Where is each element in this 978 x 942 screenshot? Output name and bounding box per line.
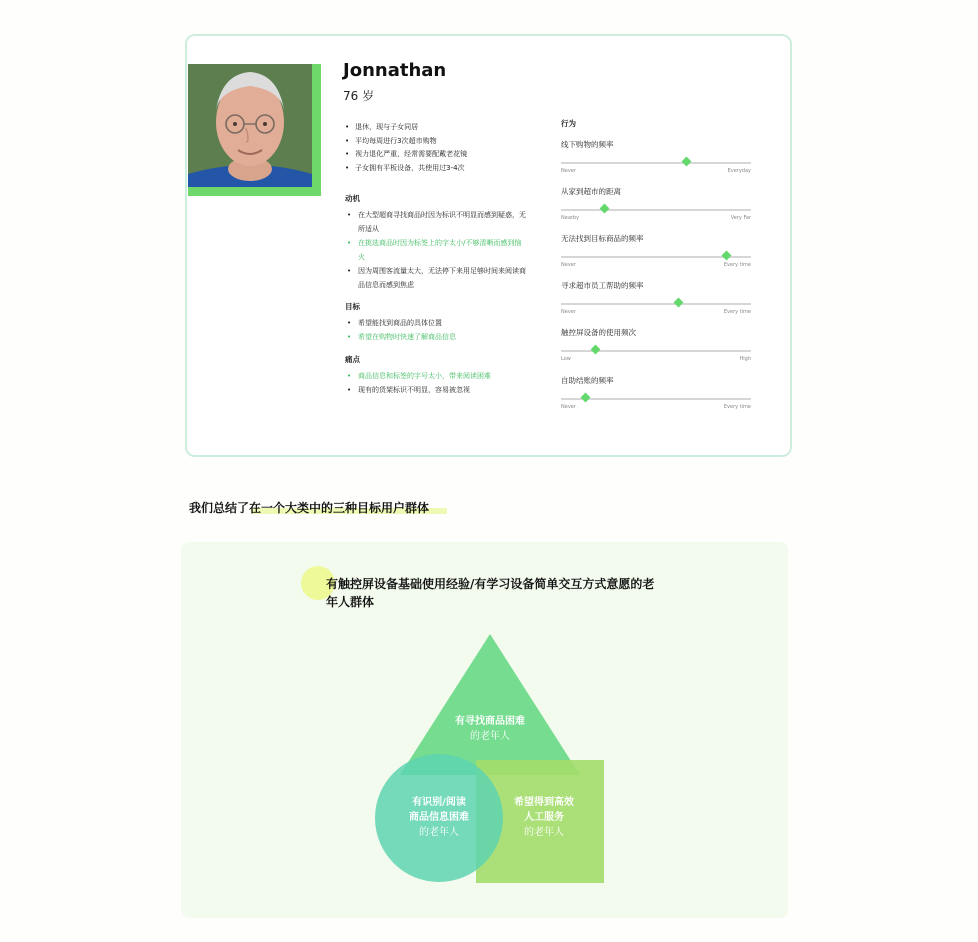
slider-high-label: Very Far — [730, 215, 751, 221]
motivation-item: • 因为周围客流量太大，无法停下来用足够时间来阅读商品信息而感到焦虑 — [347, 264, 527, 292]
behavior-slider — [561, 186, 753, 222]
pain-point-item: • 现有的货架标识不明显，容易被忽视 — [347, 383, 527, 397]
behavior-slider — [561, 233, 753, 269]
slider-knob — [674, 298, 684, 308]
venn-title: 有触控屏设备基础使用经验/有学习设备简单交互方式意愿的老年人群体 — [326, 577, 655, 609]
circle-label-line1: 有识别/阅读 — [412, 797, 466, 808]
slider-high-label: Everyday — [727, 168, 751, 174]
goal-item: • 希望在购物时快速了解商品信息 — [347, 330, 527, 344]
square-label-line3: 的老年人 — [524, 827, 564, 838]
slider-track — [561, 209, 751, 211]
slider-low-label: Low — [561, 356, 571, 362]
pain-points-list — [347, 369, 527, 397]
slider-low-label: Never — [561, 309, 576, 315]
behavior-slider — [561, 139, 753, 175]
motivation-item: • 在大型超商寻找商品时因为标识不明显而感到疑惑，无所适从 — [347, 208, 527, 236]
goals-title: 目标 — [345, 302, 360, 311]
slider-high-label: Every time — [723, 309, 751, 315]
slider-label: 寻求超市员工帮助的频率 — [561, 281, 644, 290]
slider-knob — [600, 204, 610, 214]
venn-triangle — [400, 634, 580, 775]
circle-label-line2: 商品信息困难 — [409, 812, 469, 823]
persona-info-list — [345, 121, 467, 175]
behavior-slider — [561, 280, 753, 316]
motivation-title: 动机 — [345, 194, 360, 203]
circle-label — [382, 795, 496, 840]
slider-high-label: Every time — [723, 262, 751, 268]
slider-low-label: Never — [561, 262, 576, 268]
circle-label-line3: 的老年人 — [419, 827, 459, 838]
slider-label: 线下购物的频率 — [561, 140, 614, 149]
slider-track — [561, 162, 751, 164]
info-item: • 视力退化严重，经常需要配戴老花镜 — [345, 148, 467, 162]
goals-list — [347, 316, 527, 344]
slider-high-label: Every time — [723, 404, 751, 410]
slider-low-label: Never — [561, 404, 576, 410]
behavior-title: 行为 — [561, 119, 576, 128]
slider-label: 自助结账的频率 — [561, 376, 614, 385]
slider-label: 触控屏设备的使用频次 — [561, 328, 636, 337]
persona-card — [185, 34, 792, 457]
persona-age: 76 岁 — [343, 89, 375, 103]
persona-photo — [188, 64, 312, 187]
slider-knob — [590, 345, 600, 355]
motivation-list — [347, 208, 527, 292]
info-item: • 子女拥有平板设备，共使用过3-4次 — [345, 162, 467, 176]
pain-point-item: • 商品信息和标签的字号太小，带来阅读困难 — [347, 369, 527, 383]
behavior-slider — [561, 375, 753, 411]
square-label-line1: 希望得到高效 — [514, 797, 574, 808]
triangle-label-line1: 有寻找商品困难 — [455, 716, 525, 727]
triangle-label — [430, 714, 550, 744]
slider-low-label: Nearby — [561, 215, 580, 221]
info-item: • 平均每周进行3次超市购物 — [345, 135, 467, 149]
slider-high-label: High — [739, 356, 751, 362]
slider-knob — [721, 251, 731, 261]
info-item: • 退休，现与子女同居 — [345, 121, 467, 135]
slider-label: 从家到超市的距离 — [561, 187, 621, 196]
slider-track — [561, 350, 751, 352]
motivation-item: • 在挑选商品时因为标签上的字太小/不够清晰而感到恼火 — [347, 236, 527, 264]
slider-knob — [581, 393, 591, 403]
persona-name: Jonnathan — [343, 60, 447, 81]
slider-label: 无法找到目标商品的频率 — [561, 234, 644, 243]
slider-track — [561, 303, 751, 305]
summary-title: 我们总结了在一个大类中的三种目标用户群体 — [189, 501, 430, 515]
slider-low-label: Never — [561, 168, 576, 174]
behavior-slider — [561, 327, 753, 363]
goal-item: • 希望能找到商品的具体位置 — [347, 316, 527, 330]
triangle-label-line2: 的老年人 — [470, 731, 510, 742]
pain-points-title: 痛点 — [345, 355, 360, 364]
square-label — [488, 795, 600, 840]
slider-knob — [681, 157, 691, 167]
square-label-line2: 人工服务 — [524, 812, 564, 823]
